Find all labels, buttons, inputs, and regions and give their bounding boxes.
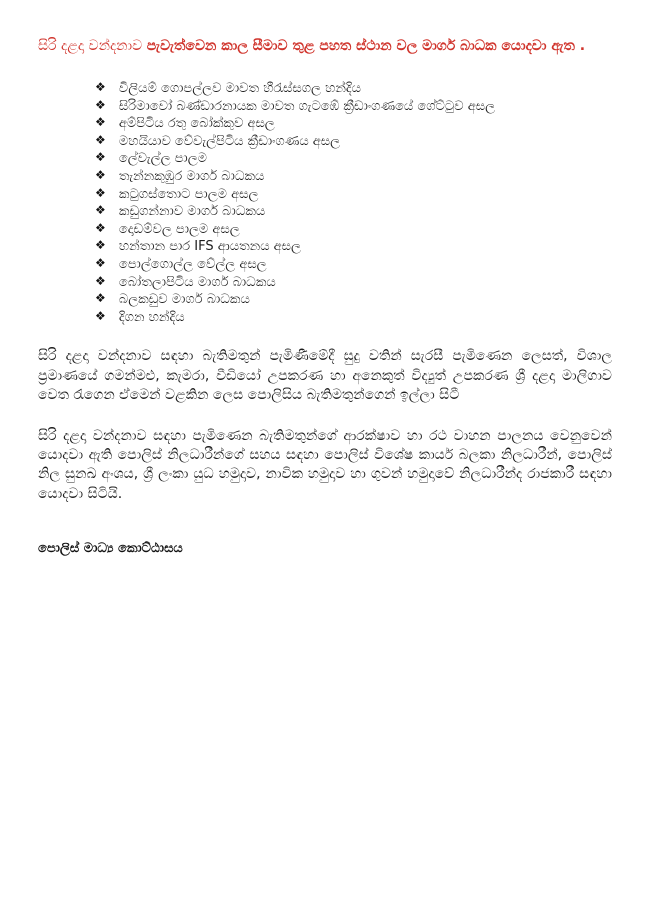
- location-text: කඩුගන්නාව මාර්ග බාධකය: [118, 204, 266, 220]
- location-item: [95, 186, 612, 204]
- location-text: අම්පිටිය රතු බෝක්කුව අසල: [118, 116, 275, 132]
- location-text: දිගන හන්දිය: [118, 309, 185, 325]
- location-text: පොල්ගොල්ල වේල්ල අසල: [118, 256, 267, 272]
- location-item: [95, 80, 612, 98]
- diamond-bullet-icon: ❖: [95, 115, 106, 130]
- location-item: [95, 309, 612, 327]
- location-item: [95, 133, 612, 151]
- location-item: [95, 221, 612, 239]
- location-item: [95, 291, 612, 309]
- location-text: ලේවැල්ල පාලම: [118, 151, 207, 167]
- document-heading: [38, 33, 612, 59]
- location-text: හන්තාන පාර IFS ආයතනය අසල: [118, 239, 301, 255]
- location-item: [95, 98, 612, 116]
- location-text: තැන්නකුඹුර මාර්ග බාධකය: [118, 168, 265, 184]
- paragraph-white-dress-notice: සිරි දළදා වන්දනාව සඳහා බැතිමතුන් පැමිණීමේදී සුදු වතින් සැරසී පැමිණෙන ලෙසත්, විශාල ප්‍රමාණයේ ගමන්මළු, කැමරා, වීඩියෝ උපකරණ හා අනෙකුත් විද්‍යුත් උපකරණ ශ්‍රී දළදා මාලිගාව වෙත රැගෙන ඒමෙන් වළකින ලෙස පොලිසිය බැතිමතුන්ගෙන් ඉල්ලා සිටී: [38, 348, 612, 404]
- diamond-bullet-icon: ❖: [95, 203, 106, 218]
- location-text: විලියම් ගොපල්ලව මාවත හීරැස්සගල හන්දිය: [118, 81, 361, 96]
- diamond-bullet-icon: ❖: [95, 220, 106, 235]
- paragraph-security-deployment: සිරි දළදා වන්දනාව සඳහා පැමිණෙන බැතිමතුන්ගේ ආරක්ෂාව හා රථ වාහන පාලනය වෙනුවෙන් යොදවා ඇති පොලිස් නිලධාරීන්ගේ සහය සඳහා පොලිස් විශේෂ කාර්ය බලකා නිලධාරීන්, පොලිස් නිල සුනඛ අංශය, ශ්‍රී ලංකා යුධ හමුදාව, නාවික හමුදාව හා ගුවන් හමුදාවේ නිලධාරීන්ද රාජකාරී සඳහා යොදවා සිටියි.: [38, 427, 612, 502]
- location-item: [95, 256, 612, 274]
- location-item: [95, 203, 612, 221]
- diamond-bullet-icon: ❖: [95, 132, 106, 147]
- diamond-bullet-icon: ❖: [95, 308, 106, 323]
- location-item: [95, 150, 612, 168]
- heading-lead-text: සිරි දළදා වන්දනාව: [38, 38, 143, 54]
- diamond-bullet-icon: ❖: [95, 238, 106, 253]
- heading-emphasis-text: පැවැත්වෙන කාල සීමාව තුළ පහත ස්ථාන වල මාර්ග බාධක යොදවා ඇත .: [146, 38, 586, 54]
- police-media-division-byline: පොලිස් මාධ්‍ය කොට්ඨාසය: [38, 541, 183, 557]
- location-text: දොඩම්වල පාලම අසල: [118, 221, 240, 237]
- diamond-bullet-icon: ❖: [95, 273, 106, 288]
- diamond-bullet-icon: ❖: [95, 255, 106, 270]
- location-text: මහයියාව වේවැල්පිටිය ක්‍රීඩාංගණය අසල: [118, 133, 341, 149]
- location-text: බලකඩුව මාර්ග බාධකය: [118, 292, 250, 308]
- diamond-bullet-icon: ❖: [95, 167, 106, 182]
- location-item: [95, 238, 612, 256]
- location-item: [95, 168, 612, 186]
- diamond-bullet-icon: ❖: [95, 291, 106, 306]
- location-text: බෝතලාපිටිය මාර්ග බාධකය: [118, 274, 276, 290]
- location-text: සිරිමාවෝ බණ්ඩාරනායක මාවත ගැටඹේ ක්‍රීඩාංගණයේ ගේට්ටුව අසල: [118, 98, 495, 114]
- diamond-bullet-icon: ❖: [95, 185, 106, 200]
- diamond-bullet-icon: ❖: [95, 80, 106, 94]
- road-barrier-locations-list: [38, 80, 612, 326]
- diamond-bullet-icon: ❖: [95, 150, 106, 165]
- location-item: [95, 115, 612, 133]
- location-text: කටුගස්තොට පාලම අසල: [118, 186, 259, 202]
- diamond-bullet-icon: ❖: [95, 97, 106, 112]
- location-item: [95, 274, 612, 292]
